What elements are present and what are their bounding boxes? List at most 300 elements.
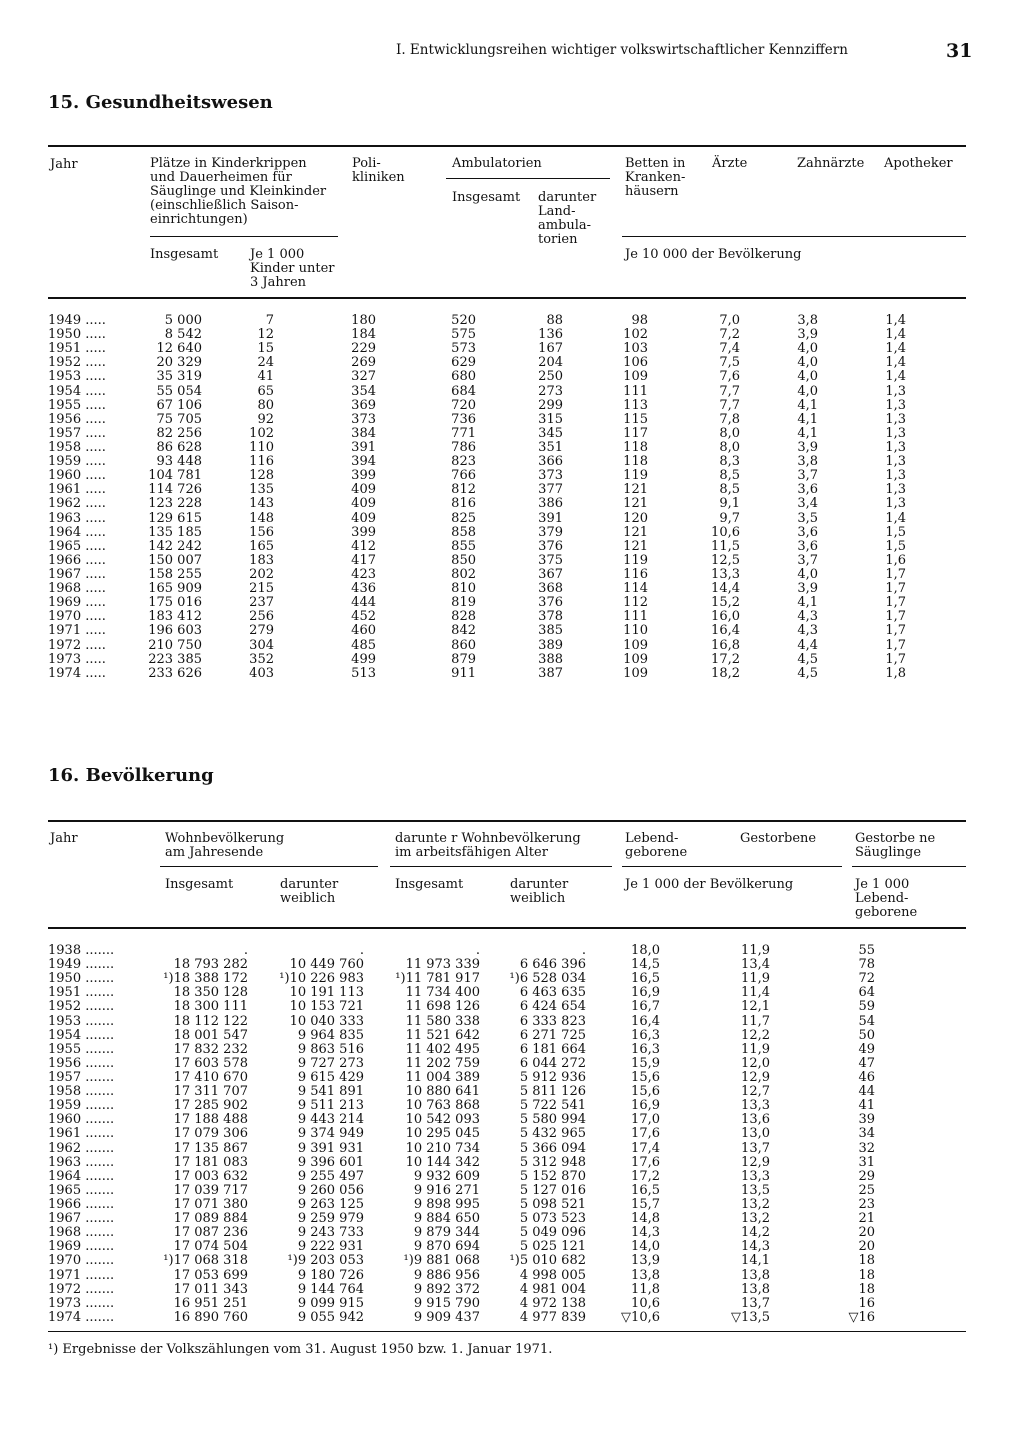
t16-cell-lebend: 15,7 bbox=[631, 1196, 660, 1212]
t15-cell-je1000: 12 bbox=[257, 327, 274, 343]
t15-cell-betten: 120 bbox=[623, 510, 648, 526]
t15-cell-zahn: 4,1 bbox=[797, 595, 818, 611]
t15-cell-land: 368 bbox=[538, 581, 563, 597]
t16-cell-arbeit-insg: 11 734 400 bbox=[405, 985, 480, 1001]
t15-cell-land: 88 bbox=[546, 313, 563, 328]
t15-cell-amb: 825 bbox=[451, 510, 476, 526]
t15-cell-zahn: 3,6 bbox=[797, 482, 818, 498]
t15-cell-zahn: 4,1 bbox=[797, 425, 818, 441]
t15-cell-land: 373 bbox=[538, 468, 563, 484]
t15-cell-plaetze: 104 781 bbox=[148, 468, 202, 484]
t16-cell-wohn-weibl: 9 180 726 bbox=[297, 1267, 364, 1283]
t16-cell-jahr: 1960 ....... bbox=[48, 1112, 115, 1128]
t16-cell-arbeit-weibl: 5 025 121 bbox=[519, 1239, 586, 1255]
t15-cell-land: 299 bbox=[538, 397, 563, 413]
t15-cell-betten: 121 bbox=[623, 538, 648, 554]
t16-cell-lebend: ▽10,6 bbox=[621, 1309, 660, 1325]
t15-cell-amb: 855 bbox=[451, 538, 476, 554]
t15-header-insgesamt: Insgesamt bbox=[150, 247, 219, 262]
table-row bbox=[0, 1240, 1024, 1254]
t16-cell-saeug: 21 bbox=[858, 1211, 875, 1227]
t16-cell-wohn-insg: 18 112 122 bbox=[173, 1013, 248, 1029]
t15-cell-land: 379 bbox=[538, 524, 563, 540]
table-row bbox=[0, 1156, 1024, 1170]
t16-header-gestorbene: Gestorbene bbox=[740, 831, 817, 846]
t15-cell-plaetze: 233 626 bbox=[148, 665, 202, 681]
t15-cell-betten: 111 bbox=[623, 383, 648, 399]
t15-cell-poliklinik: 394 bbox=[351, 454, 376, 470]
t15-cell-amb: 766 bbox=[451, 468, 476, 484]
t15-cell-aerzte: 17,2 bbox=[711, 651, 740, 667]
t15-cell-poliklinik: 513 bbox=[351, 665, 376, 681]
t15-header-jahr: Jahr bbox=[50, 157, 78, 172]
table-row bbox=[0, 314, 1024, 328]
t16-cell-arbeit-weibl: 5 366 094 bbox=[519, 1140, 586, 1156]
table-row bbox=[0, 1057, 1024, 1071]
t16-cell-jahr: 1958 ....... bbox=[48, 1084, 115, 1100]
t15-cell-zahn: 4,3 bbox=[797, 609, 818, 625]
t16-cell-wohn-weibl: 10 040 333 bbox=[289, 1013, 364, 1029]
t15-cell-poliklinik: 369 bbox=[351, 397, 376, 413]
t15-cell-betten: 119 bbox=[623, 468, 648, 484]
t15-cell-amb: 720 bbox=[451, 397, 476, 413]
t15-cell-poliklinik: 412 bbox=[351, 538, 376, 554]
t15-cell-poliklinik: 184 bbox=[351, 327, 376, 343]
table-row bbox=[0, 639, 1024, 653]
table-row bbox=[0, 469, 1024, 483]
t16-cell-wohn-insg: 17 188 488 bbox=[173, 1112, 248, 1128]
t15-cell-poliklinik: 384 bbox=[351, 425, 376, 441]
t15-cell-zahn: 4,1 bbox=[797, 397, 818, 413]
t15-cell-jahr: 1974 ..... bbox=[48, 665, 106, 681]
t15-cell-apo: 1,3 bbox=[885, 496, 906, 512]
table-row bbox=[0, 1311, 1024, 1325]
t15-cell-plaetze: 210 750 bbox=[148, 637, 202, 653]
t16-cell-saeug: 44 bbox=[858, 1084, 875, 1100]
t16-cell-wohn-insg: 17 311 707 bbox=[173, 1084, 248, 1100]
t15-cell-aerzte: 12,5 bbox=[711, 552, 740, 568]
t16-cell-jahr: 1967 ....... bbox=[48, 1211, 115, 1227]
t15-cell-amb: 860 bbox=[451, 637, 476, 653]
t16-cell-wohn-insg: 17 003 632 bbox=[173, 1168, 248, 1184]
t16-wohn-rule bbox=[160, 866, 378, 867]
t15-cell-apo: 1,8 bbox=[885, 665, 906, 681]
t16-cell-gest: 11,9 bbox=[741, 943, 770, 958]
t16-arbeit-rule bbox=[390, 866, 612, 867]
t15-header-plaetze: Plätze in Kinderkrippen und Dauerheimen für Säuglinge und Kleinkinder (einschließlich Saison- einrichtungen) bbox=[150, 156, 327, 227]
t15-cell-poliklinik: 409 bbox=[351, 482, 376, 498]
t15-cell-je1000: 256 bbox=[249, 609, 274, 625]
t15-cell-jahr: 1967 ..... bbox=[48, 566, 106, 582]
t16-cell-gest: 14,2 bbox=[741, 1225, 770, 1241]
t16-cell-gest: 12,9 bbox=[741, 1154, 770, 1170]
t15-cell-jahr: 1961 ..... bbox=[48, 482, 106, 498]
t16-cell-wohn-weibl: 9 099 915 bbox=[297, 1295, 364, 1311]
table-row bbox=[0, 497, 1024, 511]
table-row bbox=[0, 1000, 1024, 1014]
t15-cell-zahn: 4,4 bbox=[797, 637, 818, 653]
t15-cell-je1000: 237 bbox=[249, 595, 274, 611]
t16-cell-gest: 12,1 bbox=[741, 999, 770, 1015]
t15-cell-poliklinik: 460 bbox=[351, 623, 376, 639]
t15-cell-aerzte: 16,8 bbox=[711, 637, 740, 653]
t16-cell-wohn-weibl: 10 153 721 bbox=[289, 999, 364, 1015]
table-row bbox=[0, 986, 1024, 1000]
t15-cell-land: 136 bbox=[538, 327, 563, 343]
t16-cell-gest: 14,1 bbox=[741, 1253, 770, 1269]
t16-cell-arbeit-insg: 9 892 372 bbox=[413, 1281, 480, 1297]
t16-cell-gest: 14,3 bbox=[741, 1239, 770, 1255]
t15-cell-plaetze: 123 228 bbox=[148, 496, 202, 512]
table-row bbox=[0, 972, 1024, 986]
t16-cell-arbeit-insg: 9 915 790 bbox=[413, 1295, 480, 1311]
t15-cell-plaetze: 165 909 bbox=[148, 581, 202, 597]
t15-cell-zahn: 4,0 bbox=[797, 355, 818, 371]
table-row bbox=[0, 455, 1024, 469]
t16-cell-lebend: 16,5 bbox=[631, 971, 660, 987]
t15-cell-betten: 103 bbox=[623, 341, 648, 357]
t16-cell-arbeit-insg: 11 580 338 bbox=[405, 1013, 480, 1029]
t16-cell-wohn-weibl: 9 222 931 bbox=[297, 1239, 364, 1255]
t16-cell-lebend: 16,3 bbox=[631, 1041, 660, 1057]
t15-header-betten: Betten in Kranken- häusern bbox=[625, 156, 686, 199]
t15-cell-poliklinik: 373 bbox=[351, 411, 376, 427]
t16-cell-arbeit-weibl: 4 972 138 bbox=[519, 1295, 586, 1311]
t15-cell-apo: 1,3 bbox=[885, 397, 906, 413]
t15-cell-poliklinik: 399 bbox=[351, 524, 376, 540]
t15-cell-land: 167 bbox=[538, 341, 563, 357]
t16-cell-arbeit-insg: 10 763 868 bbox=[405, 1098, 480, 1114]
t15-cell-apo: 1,7 bbox=[885, 581, 906, 597]
t16-cell-jahr: 1955 ....... bbox=[48, 1041, 115, 1057]
t15-cell-land: 345 bbox=[538, 425, 563, 441]
t16-cell-saeug: 20 bbox=[858, 1225, 875, 1241]
t15-cell-apo: 1,4 bbox=[885, 355, 906, 371]
table-row bbox=[0, 413, 1024, 427]
t16-cell-jahr: 1954 ....... bbox=[48, 1027, 115, 1043]
t15-cell-poliklinik: 409 bbox=[351, 510, 376, 526]
t16-cell-gest: 13,5 bbox=[741, 1182, 770, 1198]
t15-cell-land: 388 bbox=[538, 651, 563, 667]
t15-cell-betten: 109 bbox=[623, 369, 648, 385]
t15-cell-apo: 1,7 bbox=[885, 595, 906, 611]
t15-cell-apo: 1,4 bbox=[885, 313, 906, 328]
t15-cell-je1000: 143 bbox=[249, 496, 274, 512]
t15-cell-jahr: 1971 ..... bbox=[48, 623, 106, 639]
t15-cell-aerzte: 7,0 bbox=[719, 313, 740, 328]
t16-header-je1000-bev: Je 1 000 der Bevölkerung bbox=[625, 877, 794, 892]
table-row bbox=[0, 1085, 1024, 1099]
t16-cell-lebend: 16,9 bbox=[631, 1098, 660, 1114]
table-row bbox=[0, 342, 1024, 356]
t16-cell-gest: 11,7 bbox=[741, 1013, 770, 1029]
t16-cell-gest: 13,3 bbox=[741, 1168, 770, 1184]
t16-cell-jahr: 1974 ....... bbox=[48, 1309, 115, 1325]
t15-cell-jahr: 1973 ..... bbox=[48, 651, 106, 667]
t16-cell-wohn-weibl: 9 255 497 bbox=[297, 1168, 364, 1184]
t15-cell-amb: 575 bbox=[451, 327, 476, 343]
t15-cell-plaetze: 175 016 bbox=[148, 595, 202, 611]
t16-cell-lebend: 16,9 bbox=[631, 985, 660, 1001]
t16-cell-lebend: 17,0 bbox=[631, 1112, 660, 1128]
t15-cell-aerzte: 7,7 bbox=[719, 383, 740, 399]
t16-cell-arbeit-insg: 9 898 995 bbox=[413, 1196, 480, 1212]
t16-cell-saeug: 18 bbox=[858, 1253, 875, 1269]
t15-cell-amb: 850 bbox=[451, 552, 476, 568]
t16-cell-saeug: 78 bbox=[858, 957, 875, 973]
t15-cell-je1000: 110 bbox=[249, 439, 274, 455]
t15-cell-poliklinik: 180 bbox=[351, 313, 376, 328]
t15-cell-je1000: 15 bbox=[257, 341, 274, 357]
t15-header-amb-insgesamt: Insgesamt bbox=[452, 190, 521, 205]
t15-cell-amb: 786 bbox=[451, 439, 476, 455]
t15-cell-amb: 842 bbox=[451, 623, 476, 639]
t15-cell-zahn: 3,8 bbox=[797, 313, 818, 328]
table-row bbox=[0, 1254, 1024, 1268]
t16-cell-wohn-weibl: 9 144 764 bbox=[297, 1281, 364, 1297]
t15-cell-jahr: 1970 ..... bbox=[48, 609, 106, 625]
t15-cell-poliklinik: 327 bbox=[351, 369, 376, 385]
t15-cell-betten: 111 bbox=[623, 609, 648, 625]
t16-cell-lebend: 17,4 bbox=[631, 1140, 660, 1156]
t16-cell-wohn-weibl: ¹)9 203 053 bbox=[287, 1253, 364, 1269]
t16-cell-arbeit-insg: ¹)9 881 068 bbox=[403, 1253, 480, 1269]
t15-cell-land: 376 bbox=[538, 538, 563, 554]
t15-cell-plaetze: 82 256 bbox=[156, 425, 202, 441]
t16-cell-wohn-weibl: 10 191 113 bbox=[289, 985, 364, 1001]
t16-cell-saeug: 55 bbox=[858, 943, 875, 958]
t16-cell-wohn-insg: . bbox=[243, 943, 248, 958]
t15-cell-je1000: 279 bbox=[249, 623, 274, 639]
t16-cell-wohn-insg: 17 135 867 bbox=[173, 1140, 248, 1156]
t15-cell-plaetze: 35 319 bbox=[156, 369, 202, 385]
t16-cell-arbeit-insg: 9 886 956 bbox=[413, 1267, 480, 1283]
t15-cell-plaetze: 86 628 bbox=[156, 439, 202, 455]
t15-cell-betten: 118 bbox=[623, 439, 648, 455]
t16-cell-arbeit-weibl: 6 271 725 bbox=[519, 1027, 586, 1043]
t15-cell-jahr: 1956 ..... bbox=[48, 411, 106, 427]
t15-cell-zahn: 3,6 bbox=[797, 524, 818, 540]
table15-body bbox=[0, 314, 1024, 681]
table-row bbox=[0, 356, 1024, 370]
t16-cell-wohn-insg: 17 079 306 bbox=[173, 1126, 248, 1142]
t15-cell-aerzte: 8,5 bbox=[719, 468, 740, 484]
t16-cell-lebend: 14,0 bbox=[631, 1239, 660, 1255]
table-row bbox=[0, 1071, 1024, 1085]
t15-cell-je1000: 92 bbox=[257, 411, 274, 427]
t16-header-wohnbevoelkerung: Wohnbevölkerung am Jahresende bbox=[165, 831, 285, 860]
t16-cell-saeug: 31 bbox=[858, 1154, 875, 1170]
t15-cell-plaetze: 158 255 bbox=[148, 566, 202, 582]
t16-cell-wohn-weibl: 9 511 213 bbox=[297, 1098, 364, 1114]
table-row bbox=[0, 1029, 1024, 1043]
t15-cell-plaetze: 55 054 bbox=[156, 383, 202, 399]
t16-cell-jahr: 1968 ....... bbox=[48, 1225, 115, 1241]
t15-cell-jahr: 1962 ..... bbox=[48, 496, 106, 512]
t15-cell-amb: 802 bbox=[451, 566, 476, 582]
t15-cell-poliklinik: 485 bbox=[351, 637, 376, 653]
t15-cell-plaetze: 129 615 bbox=[148, 510, 202, 526]
t16-cell-wohn-insg: 17 285 902 bbox=[173, 1098, 248, 1114]
t16-cell-lebend: 14,3 bbox=[631, 1225, 660, 1241]
t16-cell-saeug: 34 bbox=[858, 1126, 875, 1142]
table-row bbox=[0, 667, 1024, 681]
t16-cell-wohn-insg: 17 089 884 bbox=[173, 1211, 248, 1227]
t15-cell-poliklinik: 229 bbox=[351, 341, 376, 357]
t16-cell-arbeit-insg: 10 880 641 bbox=[405, 1084, 480, 1100]
t16-cell-arbeit-weibl: 5 722 541 bbox=[519, 1098, 586, 1114]
t15-cell-land: 250 bbox=[538, 369, 563, 385]
t15-cell-zahn: 3,5 bbox=[797, 510, 818, 526]
t15-cell-je1000: 202 bbox=[249, 566, 274, 582]
t15-cell-aerzte: 8,0 bbox=[719, 425, 740, 441]
t16-cell-saeug: 25 bbox=[858, 1182, 875, 1198]
table15-top-rule bbox=[48, 145, 966, 147]
t16-cell-arbeit-weibl: 6 424 654 bbox=[519, 999, 586, 1015]
t16-cell-arbeit-weibl: 6 333 823 bbox=[519, 1013, 586, 1029]
t16-cell-wohn-insg: 16 890 760 bbox=[173, 1309, 248, 1325]
t16-cell-jahr: 1952 ....... bbox=[48, 999, 115, 1015]
t16-cell-arbeit-weibl: 5 432 965 bbox=[519, 1126, 586, 1142]
footnote: ¹) Ergebnisse der Volkszählungen vom 31. August 1950 bzw. 1. Januar 1971. bbox=[48, 1342, 553, 1357]
t15-cell-je1000: 128 bbox=[249, 468, 274, 484]
t15-cell-apo: 1,3 bbox=[885, 482, 906, 498]
t15-cell-zahn: 3,4 bbox=[797, 496, 818, 512]
t16-cell-wohn-weibl: 9 443 214 bbox=[297, 1112, 364, 1128]
t15-cell-jahr: 1959 ..... bbox=[48, 454, 106, 470]
t15-cell-poliklinik: 399 bbox=[351, 468, 376, 484]
t15-cell-zahn: 3,7 bbox=[797, 468, 818, 484]
t16-cell-saeug: 18 bbox=[858, 1267, 875, 1283]
t15-cell-poliklinik: 423 bbox=[351, 566, 376, 582]
t15-cell-apo: 1,7 bbox=[885, 609, 906, 625]
t16-cell-arbeit-weibl: ¹)6 528 034 bbox=[509, 971, 586, 987]
t15-cell-zahn: 4,5 bbox=[797, 651, 818, 667]
t15-cell-je1000: 352 bbox=[249, 651, 274, 667]
t16-cell-saeug: 49 bbox=[858, 1041, 875, 1057]
t16-cell-wohn-weibl: 9 259 979 bbox=[297, 1211, 364, 1227]
t16-cell-arbeit-weibl: 6 463 635 bbox=[519, 985, 586, 1001]
t15-cell-aerzte: 7,2 bbox=[719, 327, 740, 343]
table-row bbox=[0, 1142, 1024, 1156]
t16-cell-wohn-insg: 18 793 282 bbox=[173, 957, 248, 973]
t16-cell-wohn-weibl: 9 055 942 bbox=[297, 1309, 364, 1325]
t15-header-polikliniken: Poli- kliniken bbox=[352, 156, 405, 185]
t15-cell-poliklinik: 444 bbox=[351, 595, 376, 611]
table-row bbox=[0, 441, 1024, 455]
running-head: I. Entwicklungsreihen wichtiger volkswirtschaftlicher Kennziffern bbox=[396, 42, 848, 58]
t15-cell-poliklinik: 452 bbox=[351, 609, 376, 625]
table-row bbox=[0, 596, 1024, 610]
t15-cell-betten: 118 bbox=[623, 454, 648, 470]
t16-cell-saeug: 32 bbox=[858, 1140, 875, 1156]
t16-cell-jahr: 1961 ....... bbox=[48, 1126, 115, 1142]
t16-cell-arbeit-insg: 9 884 650 bbox=[413, 1211, 480, 1227]
t15-header-amb-land: darunter Land- ambula- torien bbox=[538, 190, 597, 247]
t16-cell-jahr: 1973 ....... bbox=[48, 1295, 115, 1311]
table-row bbox=[0, 1184, 1024, 1198]
t16-cell-wohn-insg: ¹)18 388 172 bbox=[163, 971, 248, 987]
t16-cell-jahr: 1971 ....... bbox=[48, 1267, 115, 1283]
t16-cell-gest: 12,2 bbox=[741, 1027, 770, 1043]
table-row bbox=[0, 526, 1024, 540]
t15-cell-poliklinik: 391 bbox=[351, 439, 376, 455]
t15-cell-zahn: 3,9 bbox=[797, 327, 818, 343]
t15-cell-betten: 110 bbox=[623, 623, 648, 639]
t15-cell-poliklinik: 499 bbox=[351, 651, 376, 667]
t15-cell-land: 389 bbox=[538, 637, 563, 653]
t16-cell-arbeit-insg: 11 521 642 bbox=[405, 1027, 480, 1043]
t15-cell-aerzte: 11,5 bbox=[711, 538, 740, 554]
table-row bbox=[0, 427, 1024, 441]
t15-cell-land: 387 bbox=[538, 665, 563, 681]
t16-cell-wohn-insg: 17 074 504 bbox=[173, 1239, 248, 1255]
t15-cell-je1000: 148 bbox=[249, 510, 274, 526]
t15-cell-jahr: 1966 ..... bbox=[48, 552, 106, 568]
t15-cell-jahr: 1957 ..... bbox=[48, 425, 106, 441]
t15-cell-amb: 879 bbox=[451, 651, 476, 667]
t15-cell-jahr: 1972 ..... bbox=[48, 637, 106, 653]
t15-cell-je1000: 183 bbox=[249, 552, 274, 568]
t15-cell-aerzte: 8,3 bbox=[719, 454, 740, 470]
t15-cell-amb: 819 bbox=[451, 595, 476, 611]
t15-cell-poliklinik: 436 bbox=[351, 581, 376, 597]
t16-header-lebendgeborene: Lebend- geborene bbox=[625, 831, 688, 860]
t15-cell-land: 391 bbox=[538, 510, 563, 526]
t15-cell-zahn: 4,0 bbox=[797, 341, 818, 357]
t16-cell-arbeit-insg: 10 210 734 bbox=[405, 1140, 480, 1156]
t16-header-insgesamt-1: Insgesamt bbox=[165, 877, 234, 892]
t15-cell-poliklinik: 409 bbox=[351, 496, 376, 512]
t16-cell-jahr: 1970 ....... bbox=[48, 1253, 115, 1269]
t16-cell-wohn-insg: 17 832 232 bbox=[173, 1041, 248, 1057]
t15-cell-amb: 858 bbox=[451, 524, 476, 540]
t15-cell-plaetze: 196 603 bbox=[148, 623, 202, 639]
t15-cell-jahr: 1955 ..... bbox=[48, 397, 106, 413]
t16-cell-jahr: 1963 ....... bbox=[48, 1154, 115, 1170]
t15-cell-amb: 680 bbox=[451, 369, 476, 385]
table-row bbox=[0, 385, 1024, 399]
t16-cell-jahr: 1959 ....... bbox=[48, 1098, 115, 1114]
t15-cell-zahn: 4,0 bbox=[797, 566, 818, 582]
t16-header-jahr: Jahr bbox=[50, 831, 78, 846]
t16-cell-arbeit-weibl: 5 580 994 bbox=[519, 1112, 586, 1128]
t16-cell-gest: 13,0 bbox=[741, 1126, 770, 1142]
t15-cell-jahr: 1963 ..... bbox=[48, 510, 106, 526]
t16-cell-saeug: 54 bbox=[858, 1013, 875, 1029]
t16-cell-saeug: 47 bbox=[858, 1055, 875, 1071]
t15-cell-betten: 116 bbox=[623, 566, 648, 582]
t16-cell-wohn-insg: 16 951 251 bbox=[173, 1295, 248, 1311]
t16-header-je1000-lebend: Je 1 000 Lebend- geborene bbox=[855, 877, 918, 920]
table-row bbox=[0, 1226, 1024, 1240]
t15-cell-amb: 629 bbox=[451, 355, 476, 371]
table-row bbox=[0, 1170, 1024, 1184]
t15-cell-je1000: 102 bbox=[249, 425, 274, 441]
t15-cell-amb: 520 bbox=[451, 313, 476, 328]
t15-cell-amb: 812 bbox=[451, 482, 476, 498]
t15-cell-apo: 1,3 bbox=[885, 468, 906, 484]
t16-cell-jahr: 1969 ....... bbox=[48, 1239, 115, 1255]
t16-cell-lebend: 11,8 bbox=[631, 1281, 660, 1297]
table-row bbox=[0, 1198, 1024, 1212]
t16-cell-lebend: 15,9 bbox=[631, 1055, 660, 1071]
t15-cell-apo: 1,3 bbox=[885, 454, 906, 470]
t16-cell-jahr: 1949 ....... bbox=[48, 957, 115, 973]
t15-cell-betten: 121 bbox=[623, 496, 648, 512]
t15-cell-plaetze: 93 448 bbox=[156, 454, 202, 470]
t15-cell-betten: 109 bbox=[623, 665, 648, 681]
